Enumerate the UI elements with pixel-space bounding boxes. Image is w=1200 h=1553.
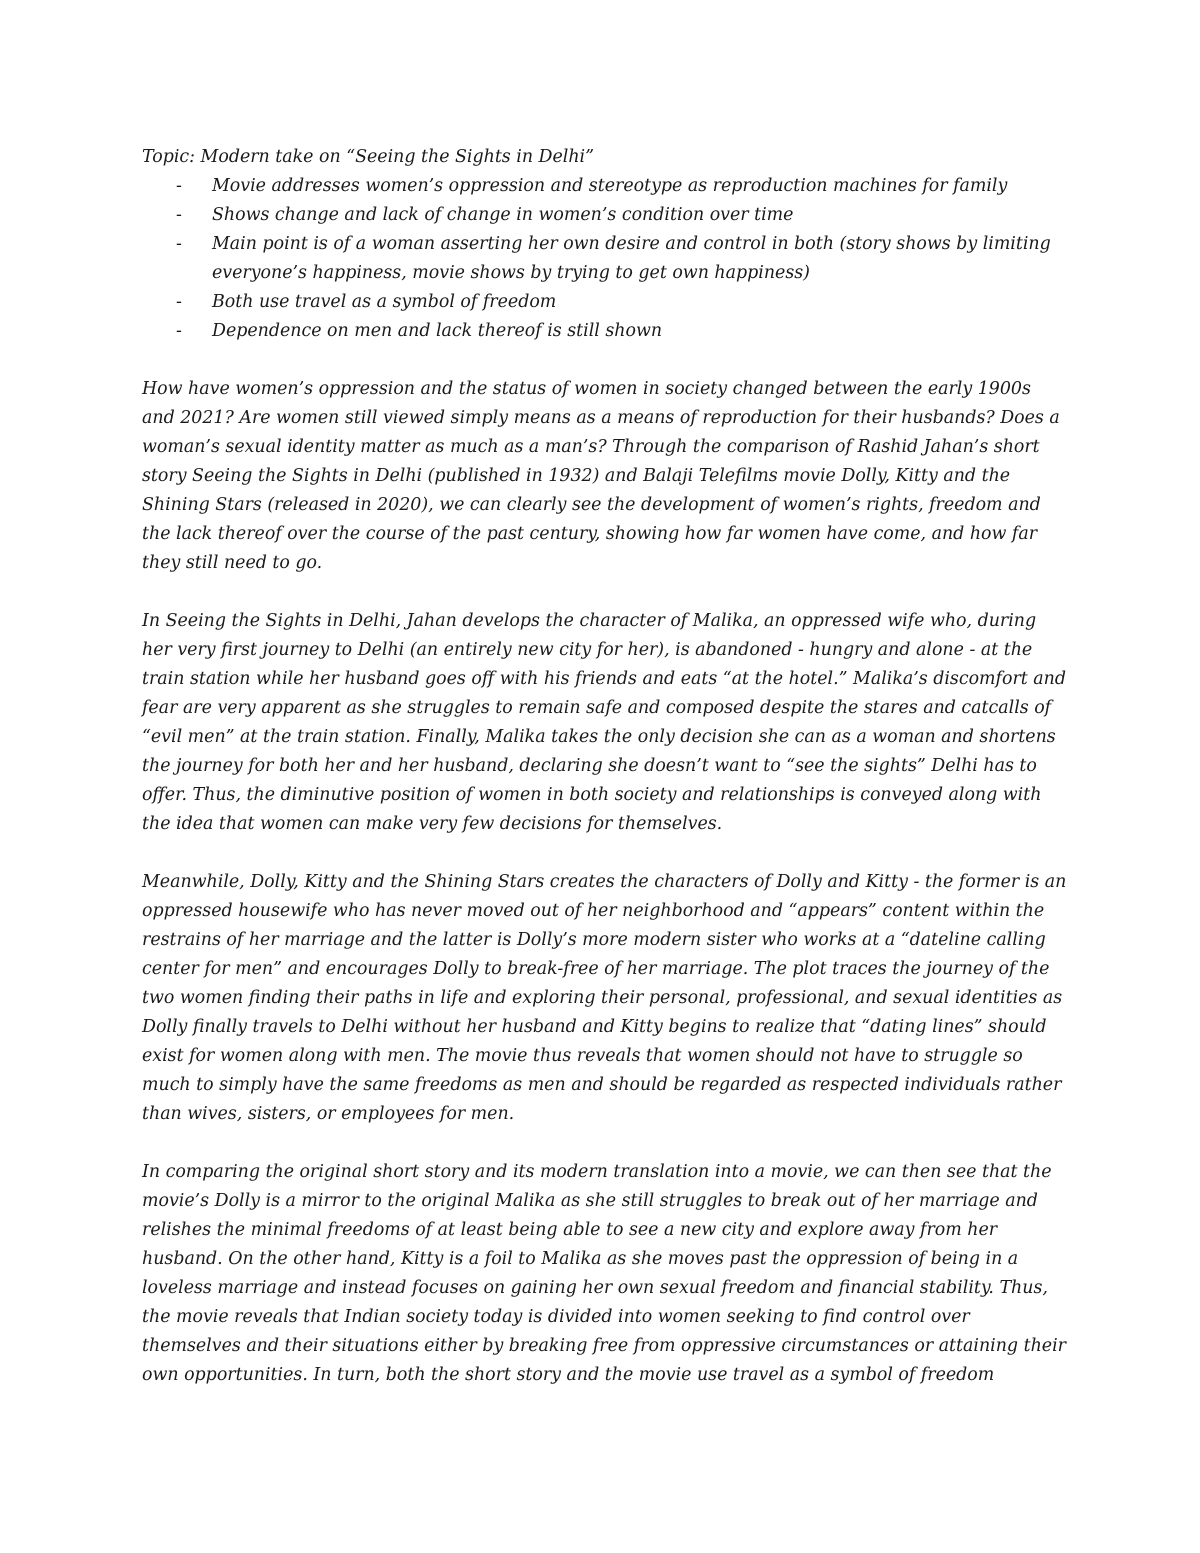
document-body <box>142 143 1068 1390</box>
bullet-item <box>142 317 1068 346</box>
intro-paragraph: How have women’s oppression and the status of women in society changed between the early 1900s and 2021? Are women still viewed simply means as a means of reproduction for their husbands? Does a woman’s sexual identity matter as much as a man’s? Through the comparison of Rashid Jahan’s short story Seeing the Sights in Delhi (published in 1932) and Balaji Telefilms movie Dolly, Kitty and the Shining Stars (released in 2020), we can clearly see the development of women’s rights, freedom and the lack thereof over the course of the past century, showing how far women have come, and how far they still need to go. <box>142 379 1060 573</box>
bullet-list <box>142 172 1068 346</box>
bullet-dash: - <box>176 176 182 196</box>
bullet-item <box>142 172 1068 201</box>
bullet-dash: - <box>176 292 182 312</box>
bullet-item <box>142 201 1068 230</box>
bullet-text: Main point is of a woman asserting her own desire and control in both (story shows by limiting everyone’s happiness, movie shows by trying to get own happiness) <box>212 234 1051 283</box>
bullet-text: Both use travel as a symbol of freedom <box>212 292 557 312</box>
bullet-dash: - <box>176 205 182 225</box>
bullet-item <box>142 288 1068 317</box>
comparison-paragraph: In comparing the original short story and its modern translation into a movie, we can then see that the movie’s Dolly is a mirror to the original Malika as she still struggles to break out of her marriage and relishes the minimal freedoms of at least being able to see a new city and explore away from her husband. On the other hand, Kitty is a foil to Malika as she moves past the oppression of being in a loveless marriage and instead focuses on gaining her own sexual freedom and financial stability. Thus, the movie reveals that Indian society today is divided into women seeking to find control over themselves and their situations either by breaking free from oppressive circumstances or attaining their own opportunities. In turn, both the short story and the movie use travel as a symbol of freedom <box>142 1162 1066 1385</box>
movie-summary-paragraph: Meanwhile, Dolly, Kitty and the Shining Stars creates the characters of Dolly and Kitty - the former is an oppressed housewife who has never moved out of her neighborhood and “appears” content within the restrains of her marriage and the latter is Dolly’s more modern sister who works at a “dateline calling center for men” and encourages Dolly to break-free of her marriage. The plot traces the journey of the two women finding their paths in life and exploring their personal, professional, and sexual identities as Dolly finally travels to Delhi without her husband and Kitty begins to realize that “dating lines” should exist for women along with men. The movie thus reveals that women should not have to struggle so much to simply have the same freedoms as men and should be regarded as respected individuals rather than wives, sisters, or employees for men. <box>142 872 1067 1124</box>
bullet-dash: - <box>176 321 182 341</box>
bullet-text: Dependence on men and lack thereof is still shown <box>212 321 663 341</box>
story-summary-paragraph: In Seeing the Sights in Delhi, Jahan develops the character of Malika, an oppressed wife who, during her very first journey to Delhi (an entirely new city for her), is abandoned - hungry and alone - at the train station while her husband goes off with his friends and eats “at the hotel.” Malika’s discomfort and fear are very apparent as she struggles to remain safe and composed despite the stares and catcalls of “evil men” at the train station. Finally, Malika takes the only decision she can as a woman and shortens the journey for both her and her husband, declaring she doesn’t want to “see the sights” Delhi has to offer. Thus, the diminutive position of women in both society and relationships is conveyed along with the idea that women can make very few decisions for themselves. <box>142 611 1066 834</box>
topic-line: Topic: Modern take on “Seeing the Sights in Delhi” <box>142 147 595 167</box>
bullet-text: Shows change and lack of change in women’s condition over time <box>212 205 794 225</box>
bullet-dash: - <box>176 234 182 254</box>
bullet-text: Movie addresses women’s oppression and stereotype as reproduction machines for family <box>212 176 1008 196</box>
bullet-item <box>142 230 1068 288</box>
